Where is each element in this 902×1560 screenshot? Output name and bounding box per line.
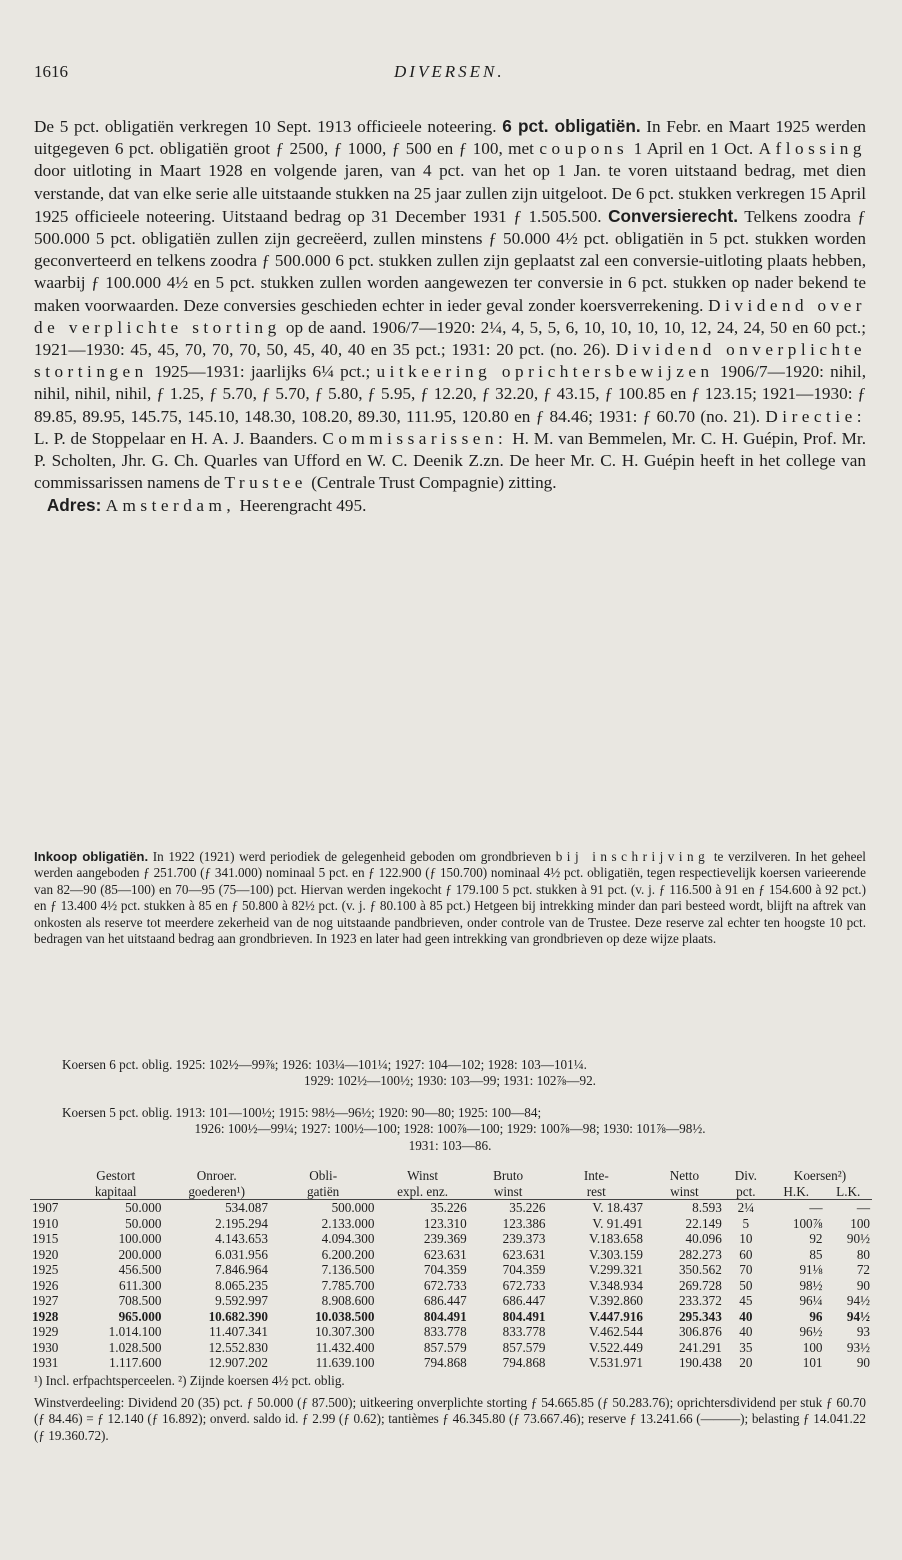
table-cell: 7.785.700 [321, 1277, 375, 1293]
table-cell: 94½ [846, 1293, 870, 1308]
spaced-term: Trustee [224, 473, 307, 493]
table-cell: 1926 [32, 1277, 59, 1293]
table-cell: 72 [856, 1262, 870, 1277]
page-number: 1616 [34, 62, 68, 81]
koersen-5pct-line-3: 1931: 103—86. [408, 1137, 492, 1153]
table-cell: 6.200.200 [321, 1246, 375, 1262]
table-cell: 239.369 [423, 1231, 467, 1246]
spaced-term: uitkeering oprichtersbewijzen [376, 362, 714, 382]
inkoop-text [34, 849, 866, 947]
table-cell: 100 [850, 1215, 870, 1231]
text-segment: Telkens zoodra ƒ 500.000 5 pct. obligatiën zullen zijn gecreëerd, zullen minstens ƒ 50.000 4½ pct. obligatiën in 5 pct. stukken worden geconverteerd en telkens zoodra ƒ 500.000 6 pct. stukken zullen zijn geplaatst zal een conversie-uitloting plaats hebben, waarbij ƒ 100.000 4½ en 5 pct. stukken zullen worden aangewezen ter conversie in 6 pct. stukken op nader bekend te maken voorwaarden. Deze conversies geschieden echter in ieder geval zonder koersverrekening. [34, 206, 866, 315]
table-cell: V.183.658 [589, 1231, 644, 1246]
header-cell: winst [469, 1184, 548, 1200]
table-cell: 857.579 [502, 1339, 546, 1355]
table-cell: 1931 [32, 1355, 59, 1370]
main-paragraph [34, 115, 866, 518]
table-cell: 50.000 [125, 1215, 162, 1231]
table-header-row-2 [30, 1184, 872, 1200]
section-heading-conversierecht: Conversierecht. [608, 205, 739, 226]
table-cell: 233.372 [678, 1293, 722, 1308]
table-cell: 4.094.300 [321, 1231, 375, 1246]
header-cell: winst [645, 1184, 724, 1200]
header-cell [30, 1168, 68, 1184]
table-cell: 4.143.653 [215, 1231, 268, 1246]
table-cell: 282.273 [678, 1246, 722, 1262]
table-cell: 2¼ [737, 1200, 755, 1215]
table-cell: V.447.916 [589, 1308, 644, 1324]
table-cell: 80 [856, 1246, 870, 1262]
table-cell: 1.014.100 [108, 1324, 162, 1339]
header-cell: Winst [407, 1168, 439, 1183]
table-cell: 8.593 [692, 1200, 722, 1215]
table-cell: V.531.971 [589, 1355, 644, 1370]
table-cell: 190.438 [678, 1355, 722, 1370]
table-cell: 704.359 [423, 1262, 467, 1277]
company-description [34, 115, 866, 494]
text-segment: 1925—1931: jaarlijks 6¼ pct.; [147, 362, 377, 382]
table-cell: 623.631 [423, 1246, 467, 1262]
table-cell: 1915 [32, 1231, 59, 1246]
text-segment: In Febr. en Maart 1925 werden uitgegeven 6 pct. obligatiën groot ƒ 2500, ƒ 1000, ƒ 500 en ƒ 100, met [34, 117, 867, 159]
table-cell: 92 [809, 1231, 823, 1246]
header-cell: Onroer. [196, 1168, 237, 1183]
table-cell: 686.447 [423, 1293, 467, 1308]
koersen-6pct-line-2: 1929: 102½—100½; 1930: 103—99; 1931: 102⅞—92. [304, 1073, 596, 1089]
table-row [30, 1309, 872, 1325]
table-cell: 91⅛ [799, 1262, 823, 1277]
table-cell: 350.562 [678, 1262, 722, 1277]
table-cell: — [809, 1200, 823, 1215]
table-cell: 2.195.294 [215, 1215, 268, 1231]
table-cell: 90½ [846, 1231, 870, 1246]
table-cell: V. 91.491 [592, 1215, 644, 1231]
table-cell: 1907 [32, 1200, 59, 1215]
table-row [30, 1262, 872, 1278]
table-row [30, 1324, 872, 1340]
table-cell: 611.300 [119, 1277, 162, 1293]
table-cell: 10.307.300 [315, 1324, 375, 1339]
table-cell: 833.778 [423, 1324, 467, 1339]
table-cell: V.462.544 [589, 1324, 644, 1339]
koersen-6pct [34, 1057, 866, 1090]
table-cell: 965.000 [118, 1308, 162, 1324]
table-cell: 100⅞ [792, 1215, 823, 1231]
table-cell: 672.733 [423, 1277, 467, 1293]
table-cell: 7.136.500 [321, 1262, 375, 1277]
table-cell: 45 [739, 1293, 753, 1308]
table-cell: 500.000 [331, 1200, 375, 1215]
text-segment: 1906/7—1920: nihil, nihil, nihil, nihil, ƒ 1.25, ƒ 5.70, ƒ 5.70, ƒ 5.80, ƒ 5.95, ƒ 12.20, ƒ 32.20, ƒ 43.15, ƒ 100.85 en ƒ 123.15; 1921—1930: ƒ 89.85, 89.95, 145.75, 145.10, 148.30, 108.20, 89.30, 111.95, 120.80 en ƒ 84.46; 1931: ƒ 60.70 (no. 21). [34, 362, 866, 426]
table-row [30, 1216, 872, 1232]
table-cell: 10 [739, 1231, 753, 1246]
spaced-term: Dividend onverplichte stortingen [34, 340, 866, 382]
table-cell: 295.343 [678, 1308, 722, 1324]
table-cell: 1.028.500 [108, 1339, 162, 1355]
table-cell: 96¼ [799, 1293, 823, 1308]
table-cell: 70 [739, 1262, 753, 1277]
table-cell: 8.908.600 [321, 1293, 375, 1308]
table-cell: 60 [739, 1246, 753, 1262]
address-street: Heerengracht 495. [235, 496, 367, 516]
header-cell: expl. enz. [376, 1184, 468, 1200]
table-cell: 708.500 [118, 1293, 162, 1308]
table-cell: 672.733 [502, 1277, 546, 1293]
table-header-row-1 [30, 1168, 872, 1184]
spaced-term: bij inschrijving [555, 849, 710, 864]
table-cell: 5 [742, 1215, 750, 1231]
table-cell: 90 [856, 1355, 870, 1370]
table-cell: 200.000 [118, 1246, 162, 1262]
table-cell: 94½ [846, 1308, 870, 1324]
spaced-term: Directie: [765, 406, 866, 426]
table-cell: 35.226 [430, 1200, 467, 1215]
header-cell: L.K. [825, 1184, 872, 1200]
text-segment: In 1922 (1921) werd periodiek de gelegenheid geboden om grondbrieven [148, 849, 556, 864]
table-row [30, 1278, 872, 1294]
table-cell: 794.868 [502, 1355, 546, 1370]
spaced-term: Dividend over de verplichte storting [34, 295, 866, 337]
table-cell: 35.226 [509, 1200, 546, 1215]
table-cell: V.522.449 [589, 1339, 644, 1355]
table-row [30, 1355, 872, 1371]
table-cell: — [856, 1200, 870, 1215]
header-cell: goederen¹) [163, 1184, 270, 1200]
table-row [30, 1247, 872, 1263]
address-line [34, 494, 866, 517]
table-cell: 8.065.235 [215, 1277, 268, 1293]
table-cell: 7.846.964 [215, 1262, 268, 1277]
text-segment: L. P. de Stoppelaar en H. A. J. Baanders. [34, 428, 323, 448]
running-title: DIVERSEN. [394, 62, 505, 81]
table-cell: 100 [802, 1339, 823, 1355]
table-cell: 794.868 [423, 1355, 467, 1370]
table-row [30, 1293, 872, 1309]
header-cell: kapitaal [68, 1184, 163, 1200]
table-cell: 101 [802, 1355, 823, 1370]
table-cell: 40 [739, 1308, 753, 1324]
spaced-term: Commissarissen: [322, 428, 508, 448]
table-cell: 534.087 [225, 1200, 268, 1215]
table-cell: 50 [739, 1277, 753, 1293]
koersen-5pct-line-2: 1926: 100½—99¼; 1927: 100½—100; 1928: 100⅞—100; 1929: 100⅞—98; 1930: 101⅞—98½. [194, 1121, 706, 1137]
table-footnotes: ¹) Incl. erfpachtsperceelen. ²) Zijnde koersen 4½ pct. oblig. [34, 1373, 345, 1388]
table-cell: 9.592.997 [215, 1293, 268, 1308]
header-cell: H.K. [768, 1184, 825, 1200]
table-cell: 1920 [32, 1246, 59, 1262]
text-segment: 1 April en 1 Oct. [628, 139, 759, 159]
text-segment: op de aand. 1906/7—1920: 2¼, 4, 5, 5, 6, 10, 10, 10, 10, 12, 24, 24, 50 en 60 pct.; 1921—1930: 45, 45, 70, 70, 70, 50, 45, 40, 40 en 35 pct.; 1931: 20 pct. (no. 26). [34, 317, 866, 360]
table-cell: 10.038.500 [315, 1308, 375, 1324]
table-cell: 10.682.390 [208, 1308, 268, 1324]
table-row [30, 1200, 872, 1216]
table-cell: 11.407.341 [209, 1324, 268, 1339]
table-cell: 100.000 [118, 1231, 162, 1246]
table-cell: 35 [739, 1339, 753, 1355]
text-segment: (Centrale Trust Compagnie) zitting. [306, 473, 557, 493]
table-cell: 12.552.830 [208, 1339, 268, 1355]
table-cell: 85 [809, 1246, 823, 1262]
address-city: Amsterdam, [105, 496, 236, 516]
table-cell: 96 [809, 1308, 823, 1324]
table-row [30, 1231, 872, 1247]
koersen-5pct [34, 1105, 866, 1154]
table-cell: 11.639.100 [315, 1355, 375, 1370]
table-cell: V.299.321 [589, 1262, 644, 1277]
table-cell: 241.291 [678, 1339, 722, 1355]
section-heading-6pct: 6 pct. obligatiën. [502, 116, 641, 136]
header-cell: Koersen²) [793, 1168, 847, 1183]
table-cell: 1.117.600 [109, 1355, 162, 1370]
table-row [30, 1340, 872, 1356]
table-cell: 1930 [32, 1339, 59, 1355]
text-segment: De 5 pct. obligatiën verkregen 10 Sept. 1913 officieele noteering. [34, 117, 503, 136]
winstverdeeling: Winstverdeeling: Dividend 20 (35) pct. ƒ 50.000 (ƒ 87.500); uitkeering onverplichte storting ƒ 54.665.85 (ƒ 50.283.76); oprichtersdividend per stuk ƒ 60.70 (ƒ 84.46) = ƒ 12.140 (ƒ 16.892); onverd. saldo id. ƒ 2.99 (ƒ 0.62); tantièmes ƒ 46.345.80 (ƒ 73.667.46); reserve ƒ 13.241.66 (———); belasting ƒ 14.041.22 (ƒ 19.360.72). [34, 1395, 866, 1443]
table-cell: 704.359 [502, 1262, 546, 1277]
table-cell: 98½ [799, 1277, 823, 1293]
header-cell [30, 1184, 68, 1200]
table-cell: V. 18.437 [592, 1200, 644, 1215]
header-cell: Bruto [493, 1168, 524, 1183]
table-cell: 269.728 [678, 1277, 722, 1293]
address-label: Adres: [46, 495, 102, 516]
table-cell: V.392.860 [589, 1293, 644, 1308]
table-cell: 93½ [846, 1339, 870, 1355]
header-cell: Div. [734, 1168, 757, 1183]
table-cell: 804.491 [502, 1308, 546, 1324]
table-cell: 804.491 [423, 1308, 467, 1324]
header-cell: Inte- [583, 1168, 609, 1183]
table-cell: 686.447 [502, 1293, 546, 1308]
table-body [30, 1200, 872, 1371]
table-cell: 623.631 [502, 1246, 546, 1262]
koersen-5pct-line-1: Koersen 5 pct. oblig. 1913: 101—100½; 1915: 98½—96½; 1920: 90—80; 1925: 100—84; [62, 1105, 542, 1120]
header-cell: rest [548, 1184, 646, 1200]
inkoop-paragraph [34, 849, 866, 947]
table-cell: 1928 [32, 1308, 59, 1324]
table-cell: 123.310 [423, 1215, 467, 1231]
table-cell: 90 [856, 1277, 870, 1293]
table-cell: 12.907.202 [208, 1355, 268, 1370]
table-cell: 123.386 [502, 1215, 546, 1231]
table-cell: 40 [739, 1324, 753, 1339]
table-cell: V.348.934 [589, 1277, 644, 1293]
table-cell: 833.778 [502, 1324, 546, 1339]
table-cell: 1925 [32, 1262, 59, 1277]
table-cell: 456.500 [118, 1262, 162, 1277]
table-cell: 96½ [799, 1324, 823, 1339]
header-cell: gatiën [270, 1184, 377, 1200]
header-cell: Obli- [309, 1168, 338, 1183]
table-cell: 857.579 [423, 1339, 467, 1355]
table-cell: 22.149 [685, 1215, 722, 1231]
financial-table [30, 1168, 872, 1371]
table-cell: 50.000 [125, 1200, 162, 1215]
header-cell: Netto [669, 1168, 700, 1183]
header-cell: Gestort [96, 1168, 136, 1183]
table-cell: 20 [739, 1355, 753, 1370]
table-cell: 306.876 [678, 1324, 722, 1339]
table-cell: 6.031.956 [215, 1246, 268, 1262]
table-cell: 239.373 [502, 1231, 546, 1246]
page-header [34, 62, 868, 88]
table-cell: 40.096 [685, 1231, 722, 1246]
table-cell: 2.133.000 [321, 1215, 375, 1231]
table-cell: 93 [856, 1324, 870, 1339]
text-segment: H. M. van Bemmelen, Mr. C. H. Guépin, Prof. Mr. P. Scholten, Jhr. G. Ch. Quarles van Ufford en W. C. Deenik Z.zn. De heer Mr. C. H. Guépin heeft in het college van commissarissen namens de [34, 428, 866, 493]
table-cell: 1927 [32, 1293, 59, 1308]
spaced-term: Aflossing [758, 139, 866, 159]
inkoop-heading: Inkoop obligatiën. [34, 849, 149, 864]
koersen-6pct-line-1: Koersen 6 pct. oblig. 1925: 102½—99⅞; 1926: 103¼—101¼; 1927: 104—102; 1928: 103—101¼. [62, 1057, 587, 1072]
header-cell: pct. [724, 1184, 768, 1200]
text-segment: te verzilveren. In het geheel werden aangeboden ƒ 251.700 (ƒ 341.000) nominaal 5 pct. en ƒ 122.900 (ƒ 150.700) nominaal 4½ pct. obligatiën, tegen respectievelijk koersen varieerende van 82—90 (85—100) en 70—95 (75—100) pct. Hiervan werden ingekocht ƒ 179.100 5 pct. stukken à 91 pct. (v. j. ƒ 116.500 à 91 en ƒ 154.600 à 92 pct.) en ƒ 13.400 4½ pct. stukken à 85 en ƒ 50.800 à 82½ pct. (v. j. ƒ 80.100 à 85 pct.) Hetgeen bij intrekking minder dan pari besteed wordt, blijft na aftrek van onkosten als reserve tot meerdere zekerheid van de nog uitstaande pandbrieven, onder controle van de Trustee. Deze reserve zal echter ten hoogste 10 pct. bedragen van het uitstaand bedrag aan grondbrieven. In 1923 en later had geen intrekking van grondbrieven op deze wijze plaats. [34, 849, 866, 947]
text-segment: door uitloting in Maart 1928 en volgende jaren, van 4 pct. van het op 1 Jan. te voren uitstaand bedrag, met dien verstande, dat van elke serie alle uitstaande stukken na 25 jaar zullen zijn uitgeloot. De 6 pct. stukken verkregen 15 April 1925 officieele noteering. Uitstaand bedrag op 31 December 1931 ƒ 1.505.500. [34, 161, 866, 226]
table-cell: V.303.159 [589, 1246, 644, 1262]
table-cell: 1910 [32, 1215, 59, 1231]
spaced-term: coupons [539, 139, 629, 159]
table-cell: 11.432.400 [315, 1339, 375, 1355]
table-cell: 1929 [32, 1324, 59, 1339]
